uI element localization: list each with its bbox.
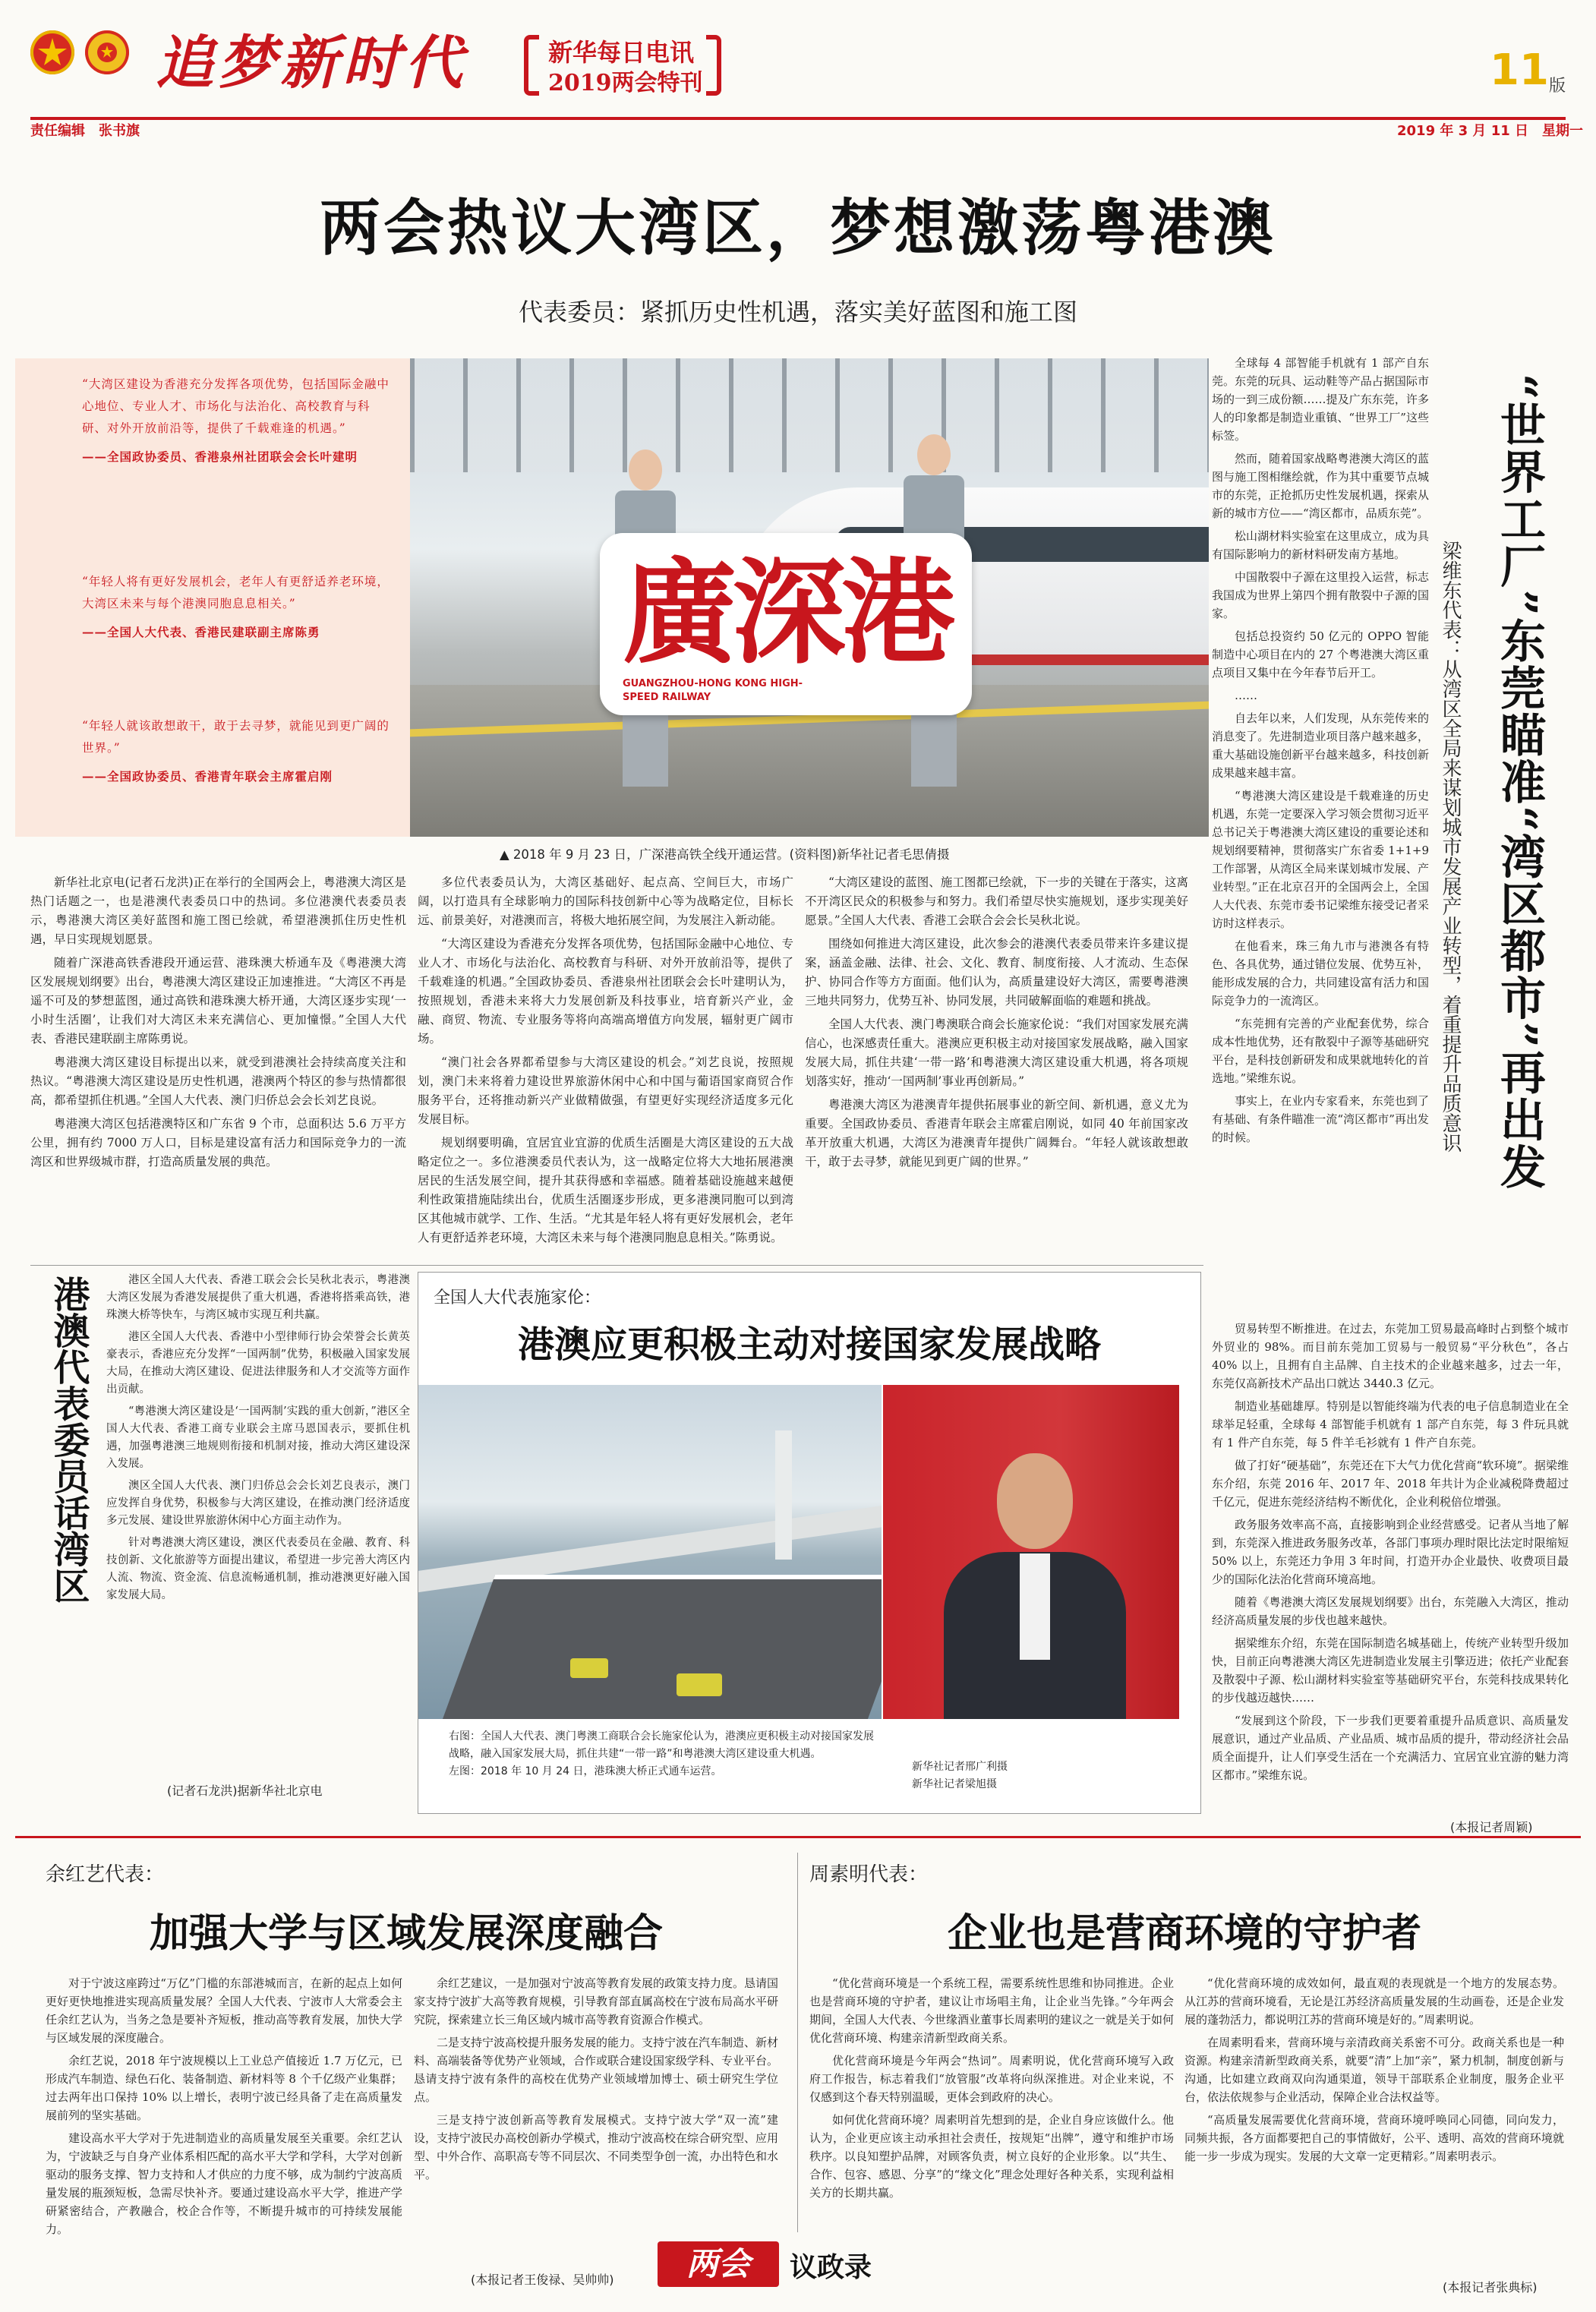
article-paragraph: 围绕如何推进大湾区建设，此次参会的港澳代表委员带来许多建议提案，涵盖金融、法律、社会、文化、教育、制度衔接、人才流动、生态保护、协同合作等方方面面。他们认为，高质量建设好大湾区，需要粤港澳三地共同努力，优势互补、协同发展，共同破解面临的难题和挑战。 bbox=[805, 937, 1188, 1008]
lead-article-col-2 bbox=[418, 873, 793, 1260]
article-paragraph: 港区全国人大代表、香港工联会会长吴秋北表示，粤港澳大湾区发展为香港发展提供了重大机遇，香港将搭乘高铁，港珠澳大桥等快车，与湾区城市实现互利共赢。 bbox=[106, 1274, 410, 1321]
masthead-bracket-right bbox=[706, 35, 721, 96]
quote-block-2 bbox=[82, 571, 390, 643]
masthead-slogan: 追梦新时代 bbox=[156, 29, 467, 96]
footer-column-name: 议政录 bbox=[790, 2251, 872, 2283]
bottom-left-byline: (本报记者王俊禄、吴帅帅) bbox=[471, 2273, 614, 2287]
article-paragraph: 针对粤港澳大湾区建设，澳区代表委员在金融、教育、科技创新、文化旅游等方面提出建议，希望进一步完善大湾区内人流、物流、资金流、信息流畅通机制，推动港澳更好融入国家发展大局。 bbox=[106, 1537, 410, 1601]
railway-sign-text: 廣深港 bbox=[623, 546, 951, 680]
railway-sign bbox=[600, 533, 972, 715]
article-paragraph: 事实上，在业内专家看来，东莞也到了有基础、有条件瞄准一流“湾区都市”再出发的时候。 bbox=[1212, 1094, 1429, 1144]
article-paragraph: 二是支持宁波高校提升服务发展的能力。支持宁波在汽车制造、新材料、高端装备等优势产业领域，合作或联合建设国家级学科、专业平台。恳请支持宁波有条件的高校在优势产业领域增加博士、硕士研究生学位点。 bbox=[414, 2036, 778, 2104]
article-paragraph: 据梁维东介绍，东莞在国际制造名城基础上，传统产业转型升级加快，目前正向粤港澳大湾区先进制造业发展主引擎迈进；依托产业配套及散裂中子源、松山湖材料实验室等基础研究平台，东莞科技成果转化的步伐越迈越快…… bbox=[1212, 1636, 1569, 1705]
masthead bbox=[0, 0, 1596, 139]
article-paragraph: 在周素明看来，营商环境与亲清政商关系密不可分。政商关系也是一种资源。构建亲清新型政商关系，就要“清”上加“亲”，紧力机制，制度创新与沟通，比如建立政商双向沟通渠道，领导干部联系企业制度，服务企业平台，依法依规参与企业活动，保障企业合法权益等。 bbox=[1184, 2036, 1564, 2104]
bottom-left-col-2 bbox=[414, 1974, 778, 2263]
portrait-photo bbox=[883, 1385, 1179, 1719]
article-paragraph: 港区全国人大代表、香港中小型律师行协会荣誉会长黄英豪表示，香港应充分发挥“一国两制”优势，积极融入国家发展大局，在推动大湾区建设、促进法律服务和人才交流等方面作出贡献。 bbox=[106, 1331, 410, 1396]
quote-text: “年轻人将有更好发展机会，老年人有更舒适养老环境，大湾区未来与每个港澳同胞息息相关。” bbox=[82, 575, 390, 610]
article-paragraph: 余红艺建议，一是加强对宁波高等教育发展的政策支持力度。恳请国家支持宁波扩大高等教育规模，引导教育部直属高校在宁波布局高水平研究院，探索建立长三角区域内城市高等教育资源合作模式。 bbox=[414, 1976, 778, 2027]
wf-col-top bbox=[1212, 354, 1429, 1311]
interview-caption bbox=[449, 1728, 874, 1781]
wf-subtitle: 梁维东代表：从湾区全局来谋划城市发展产业转型，着重提升品质意识 bbox=[1439, 541, 1462, 1153]
bottom-column-divider bbox=[797, 1853, 798, 2232]
national-emblem-icon bbox=[30, 30, 74, 74]
article-paragraph: “优化营商环境是一个系统工程，需要系统性思维和协同推进。企业也是营商环境的守护者，建议让市场唱主角，让企业当先锋。”今年两会期间，全国人大代表、今世缘酒业董事长周素明的建议之一就是关于如何优化营商环境、构建亲清新型政商关系。 bbox=[809, 1976, 1174, 2045]
article-paragraph: 随着广深港高铁香港段开通运营、港珠澳大桥通车及《粤港澳大湾区发展规划纲要》出台，粤港澳大湾区建设正加速推进。“大湾区不再是遥不可及的梦想蓝图，通过高铁和港珠澳大桥开通，大湾区逐步实现‘一小时生活圈’，让我们对大湾区未来充满信心、更加憧憬。”全国人大代表、香港民建联副主席陈勇说。 bbox=[30, 956, 406, 1046]
article-paragraph: “粤港澳大湾区建设是千载难逢的历史机遇，东莞一定要深入学习领会贯彻习近平总书记关于粤港澳大湾区建设的重要论述和规划纲要精神，贯彻落实广东省委 1+1+9 工作部署，从湾区全局来谋划城市发展、产业转型。”正在北京召开的全国两会上，全国人大代表、东莞市委书记梁维东接受记者采访时这样表示。 bbox=[1212, 789, 1429, 930]
cppcc-emblem-icon bbox=[85, 30, 129, 74]
bottom-left-label: 余红艺代表： bbox=[46, 1863, 165, 1886]
article-paragraph: 多位代表委员认为，大湾区基础好、起点高、空间巨大，市场广阔，以打造具有全球影响力的国际科技创新中心等为战略定位，目标长远、前景美好，对港澳而言，将极大地拓展空间，为发展注入新动能。 bbox=[418, 875, 793, 927]
bottom-right-label: 周素明代表： bbox=[809, 1863, 929, 1886]
article-paragraph: 全球每 4 部智能手机就有 1 部产自东莞。东莞的玩具、运动鞋等产品占据国际市场的一到三成份额……提及广东东莞，许多人的印象都是制造业重镇、“世界工厂”这些标签。 bbox=[1212, 356, 1429, 443]
masthead-special: 2019两会特刊 bbox=[548, 70, 703, 96]
quote-block-3 bbox=[82, 715, 390, 787]
bottom-left-col-1 bbox=[46, 1974, 402, 2293]
gangao-byline: (记者石龙洪)据新华社北京电 bbox=[167, 1784, 323, 1798]
lead-article-col-3 bbox=[805, 873, 1188, 1260]
photo-credit: 新华社记者邢广利摄 bbox=[912, 1761, 1008, 1773]
bridge-road bbox=[433, 1575, 882, 1719]
editor-line: 责任编辑 张书旗 bbox=[30, 123, 140, 139]
quote-source: ——全国政协委员、香港泉州社团联会会长叶建明 bbox=[82, 449, 358, 464]
interview-box bbox=[418, 1272, 1201, 1814]
article-paragraph: “东莞拥有完善的产业配套优势，综合成本性地优势，还有散裂中子源等基础研究平台，是科技创新研发和成果就地转化的首选地。”梁维东说。 bbox=[1212, 1017, 1429, 1085]
article-paragraph: 在他看来，珠三角九市与港澳各有特色、各具优势，通过错位发展、优势互补，能形成发展的合力，共同建设富有活力和国际竞争力的一流湾区。 bbox=[1212, 939, 1429, 1008]
article-paragraph: 全国人大代表、澳门粤澳联合商会长施家伦说：“我们对国家发展充满信心，也深感责任重大。港澳应更积极主动对接国家发展战略，融入国家发展大局，抓住共建‘一带一路’和粤港澳大湾区建设重大机遇，将各项规划落实好，推动‘一国两制’事业再创新局。” bbox=[805, 1017, 1188, 1088]
bottom-right-title: 企业也是营商环境的守护者 bbox=[947, 1910, 1421, 1957]
article-paragraph: “大湾区建设为香港充分发挥各项优势，包括国际金融中心地位、专业人才、市场化与法治化、高校教育与科研、对外开放前沿等，提供了千载难逢的机遇。”全国政协委员、香港泉州社团联会会长叶建明认为，按照规划，香港未来将大力发展创新及科技事业，培育新兴产业，金融、商贸、物流、专业服务等将向高端高增值方向发展，辐射更广阔市场。 bbox=[418, 937, 793, 1046]
article-paragraph: 规划纲要明确，宜居宜业宜游的优质生活圈是大湾区建设的五大战略定位之一。多位港澳委员代表认为，这一战略定位将大大地拓展港澳居民的生活发展空间，提升其获得感和幸福感。随着基础设施越来越便利性政策措施陆续出台，优质生活圈逐步形成，更多港澳同胞可以到湾区其他城市就学、工作、生活。“尤其是年轻人将有更好发展机会，老年人有更舒适养老环境，大湾区未来与每个港澳同胞息息相关。”陈勇说。 bbox=[418, 1136, 793, 1244]
article-paragraph: 优化营商环境是今年两会“热词”。周素明说，优化营商环境写入政府工作报告，标志着我们“放管服”改革将向纵深推进。对企业来说，不仅感到这个春天特别温暖，更体会到政府的决心。 bbox=[809, 2054, 1174, 2104]
article-paragraph: 新华社北京电(记者石龙洪)正在举行的全国两会上，粤港澳大湾区是热门话题之一，也是港澳代表委员口中的热词。多位港澳代表委员表示，粤港澳大湾区美好蓝图和施工图已绘就，希望港澳抓住历史性机遇，早日实现规划愿景。 bbox=[30, 875, 406, 946]
article-paragraph: 如何优化营商环境？周素明首先想到的是，企业自身应该做什么。他认为，企业更应该主动承担社会责任，按规矩“出牌”，遵守和维护市场秩序。以良知塑护品牌，对顾客负责，树立良好的企业形象。以“共生、合作、包容、感恩、分享”的“缘文化”理念处理好各种关系，实现利益相关方的长期共赢。 bbox=[809, 2113, 1174, 2200]
bottom-right-col-2 bbox=[1184, 1974, 1564, 2270]
article-paragraph: “大湾区建设的蓝图、施工图都已绘就，下一步的关键在于落实，这离不开湾区民众的积极参与和努力。我们希望尽快实施规划，逐步实现美好愿景。”全国人大代表、香港工会联合会会长吴秋北说。 bbox=[805, 875, 1188, 927]
article-paragraph: 自去年以来，人们发现，从东莞传来的消息变了。先进制造业项目落户越来越多，重大基础设施创新平台越来越多，科技创新成果越来越丰富。 bbox=[1212, 711, 1429, 780]
page-unit: 版 bbox=[1549, 77, 1566, 96]
article-paragraph: “高质量发展需要优化营商环境，营商环境呼唤同心同德，同向发力，同频共振，各方面都要把自己的事情做好，公平、透明、高效的营商环境就能一步一步成为现实。发展的大文章一定更精彩。”周素明表示。 bbox=[1184, 2113, 1564, 2163]
article-paragraph: 随着《粤港澳大湾区发展规划纲要》出台，东莞融入大湾区，推动经济高质量发展的步伐也越来越快。 bbox=[1212, 1595, 1569, 1627]
footer-logo: 两会 bbox=[658, 2241, 779, 2287]
issue-date: 2019 年 3 月 11 日 星期一 bbox=[1397, 123, 1584, 139]
quote-source: ——全国人大代表、香港民建联副主席陈勇 bbox=[82, 625, 320, 639]
article-paragraph: 粤港澳大湾区建设目标提出以来，就受到港澳社会持续高度关注和热议。“粤港澳大湾区建设是历史性机遇，港澳两个特区的参与热情都很高，都希望抓住机遇。”全国人大代表、澳门归侨总会会长刘艺良说。 bbox=[30, 1055, 406, 1107]
main-photo bbox=[410, 358, 1209, 837]
article-paragraph: “粤港澳大湾区建设是‘一国两制’实践的重大创新，”港区全国人大代表、香港工商专业联会主席马恩国表示，要抓住机遇，加强粤港澳三地规则衔接和机制对接，推动大湾区建设深入发展。 bbox=[106, 1405, 410, 1470]
wf-title: “世界工厂”东莞瞄准“湾区都市”再出发 bbox=[1493, 374, 1546, 1191]
bus-icon bbox=[570, 1658, 608, 1678]
article-paragraph: “澳门社会各界都希望参与大湾区建设的机会。”刘艺良说，按照规划，澳门未来将着力建设世界旅游休闲中心和中国与葡语国家商贸合作服务平台，还将推动新兴产业做精做强，有望更好实现经济适度多元化发展目标。 bbox=[418, 1055, 793, 1126]
masthead-bracket-left bbox=[524, 35, 539, 96]
bottom-section-rule bbox=[15, 1836, 1581, 1838]
wf-byline: (本报记者周颖) bbox=[1450, 1820, 1533, 1834]
quote-panel bbox=[15, 358, 410, 837]
section-divider bbox=[30, 1265, 1203, 1266]
bottom-left-title: 加强大学与区域发展深度融合 bbox=[149, 1910, 663, 1957]
article-paragraph: 做了打好“硬基础”，东莞还在下大气力优化营商“软环境”。据梁维东介绍，东莞 2016 年、2017 年、2018 年共计为企业减税降费超过千亿元，促进东莞经济结构不断优化，企业利税倍位增强。 bbox=[1212, 1459, 1569, 1509]
article-paragraph: 中国散裂中子源在这里投入运营，标志我国成为世界上第四个拥有散裂中子源的国家。 bbox=[1212, 570, 1429, 620]
article-paragraph: 贸易转型不断推进。在过去，东莞加工贸易最高峰时占到整个城市外贸业的 98%。而目前东莞加工贸易与一般贸易“平分秋色”，各占 40% 以上，且拥有自主品牌、自主技术的企业越来越多，过去一年，东莞仅高新技术产品出口就达 3440.3 亿元。 bbox=[1212, 1322, 1569, 1390]
article-paragraph: 包括总投资约 50 亿元的 OPPO 智能制造中心项目在内的 27 个粤港澳大湾区重点项目又集中在今年春节后开工。 bbox=[1212, 629, 1429, 680]
quote-block-1 bbox=[82, 374, 390, 468]
bridge-photo bbox=[418, 1385, 882, 1719]
article-paragraph: 粤港澳大湾区包括港澳特区和广东省 9 个市，总面积达 5.6 万平方公里，拥有约 7000 万人口，目标是建设富有活力和国际竞争力的一流湾区和世界级城市群，打造高质量发展的典范。 bbox=[30, 1117, 406, 1169]
gangao-title: 港澳代表委员话湾区 bbox=[47, 1276, 90, 1604]
station-canopy bbox=[410, 358, 1209, 472]
article-paragraph: 制造业基础雄厚。特别是以智能终端为代表的电子信息制造业在全球举足轻重，全球每 4 部智能手机就有 1 部产自东莞，每 3 件玩具就有 1 件产自东莞，每 5 件羊毛衫就有 1 件产自东莞。 bbox=[1212, 1399, 1569, 1449]
main-photo-caption: ▲ 2018 年 9 月 23 日，广深港高铁全线开通运营。(资料图)新华社记者毛思倩摄 bbox=[500, 847, 950, 862]
lead-title: 两会热议大湾区，梦想激荡粤港澳 bbox=[320, 192, 1276, 263]
bottom-right-col-1 bbox=[809, 1974, 1174, 2236]
bridge-pylon bbox=[775, 1430, 792, 1560]
caption-line: 右图：全国人大代表、澳门粤澳工商联合会长施家伦认为，港澳应更积极主动对接国家发展战略，融入国家发展大局，抓住共建“一带一路”和粤港澳大湾区建设重大机遇。 bbox=[449, 1730, 874, 1760]
portrait-head bbox=[997, 1453, 1073, 1549]
wf-col-bottom bbox=[1212, 1320, 1569, 1813]
bus-icon bbox=[677, 1673, 722, 1696]
article-paragraph: 对于宁波这座跨过“万亿”门槛的东部港城而言，在新的起点上如何更好更快地推进实现高质量发展？全国人大代表、宁波市人大常委会主任余红艺认为，当务之急是要补齐短板，推动高等教育发展，加快大学与区域发展的深度融合。 bbox=[46, 1976, 402, 2045]
lead-subtitle: 代表委员：紧抓历史性机遇，落实美好蓝图和施工图 bbox=[518, 298, 1077, 326]
photo-credit: 新华社记者梁旭摄 bbox=[912, 1778, 997, 1790]
quote-source: ——全国政协委员、香港青年联会主席霍启刚 bbox=[82, 769, 333, 784]
article-paragraph: 余红艺说，2018 年宁波规模以上工业总产值接近 1.7 万亿元，已形成汽车制造、绿色石化、装备制造、新材料等 8 个千亿级产业集群；过去两年出口保持 10% 以上增长，表明宁波已经具备了走在高质量发展前列的坚实基础。 bbox=[46, 2054, 402, 2122]
article-paragraph: 三是支持宁波创新高等教育发展模式。支持宁波大学“双一流”建设，支持宁波民办高校创新办学模式，推动宁波高校在综合研究型、应用型、中外合作、高职高专等不同层次、不同类型争创一流，办出特色和水平。 bbox=[414, 2113, 778, 2181]
interview-title: 港澳应更积极主动对接国家发展战略 bbox=[517, 1323, 1101, 1366]
quote-text: “大湾区建设为香港充分发挥各项优势，包括国际金融中心地位、专业人才、市场化与法治化、高校教育与科研、对外开放前沿等，提供了千载难逢的机遇。” bbox=[82, 377, 390, 435]
article-paragraph: 政务服务效率高不高，直接影响到企业经营感受。记者从当地了解到，东莞深入推进政务服务改革，各部门事项办理时限比法定时限缩短 50% 以上，东莞还力争用 3 年时间，打造开办企业最快、收费项目最少的国际化法治化营商环境高地。 bbox=[1212, 1518, 1569, 1586]
masthead-rule bbox=[30, 117, 1566, 120]
bottom-right-byline: (本报记者张典标) bbox=[1443, 2280, 1538, 2295]
article-paragraph: 然而，随着国家战略粤港澳大湾区的蓝图与施工图相继绘就，作为其中重要节点城市的东莞，正抢抓历史性发展机遇，探索从新的城市方位——“湾区都市，品质东莞”。 bbox=[1212, 452, 1429, 520]
article-paragraph: 澳区全国人大代表、澳门归侨总会会长刘艺良表示，澳门应发挥自身优势，积极参与大湾区建设，在推动澳门经济适度多元发展、建设世界旅游休闲中心方面主动作为。 bbox=[106, 1480, 410, 1527]
article-paragraph: 建设高水平大学对于先进制造业的高质量发展至关重要。余红艺认为，宁波缺乏与自身产业体系相匹配的高水平大学和学科，大学对创新驱动的服务支撑、智力支持和人才供应的力度不够，成为制约宁波高质量发展的瓶颈短板，急需尽快补齐。要通过建设高水平大学，推进产学研紧密结合，产教融合，校企合作等，不断提升城市的可持续发展能力。 bbox=[46, 2131, 402, 2236]
portrait-shirt bbox=[1020, 1553, 1050, 1660]
article-paragraph: 粤港澳大湾区为港澳青年提供拓展事业的新空间、新机遇，意义尤为重要。全国政协委员、香港青年联会主席霍启刚说，如同 40 年前国家改革开放重大机遇，大湾区为港澳青年提供广阔舞台。“年轻人就该敢想敢干，敢于去寻梦，就能见到更广阔的世界。” bbox=[805, 1098, 1188, 1169]
quote-text: “年轻人就该敢想敢干，敢于去寻梦，就能见到更广阔的世界。” bbox=[82, 719, 390, 755]
gangao-body bbox=[106, 1272, 410, 1773]
interview-credits bbox=[912, 1758, 1008, 1793]
article-paragraph: “优化营商环境的成效如何，最直观的表现就是一个地方的发展态势。从江苏的营商环境看，无论是江苏经济高质量发展的生动画卷，还是企业发展的蓬勃活力，都说明江苏的营商环境是好的。”周素明说。 bbox=[1184, 1976, 1564, 2027]
caption-line: 左图：2018 年 10 月 24 日，港珠澳大桥正式通车运营。 bbox=[449, 1765, 722, 1777]
interview-label: 全国人大代表施家伦： bbox=[434, 1288, 601, 1307]
page-number: 11 bbox=[1490, 46, 1549, 95]
article-paragraph: “发展到这个阶段，下一步我们更要着重提升品质意识、高质量发展意识，通过产业品质、产业品质、城市品质的提升，带动经济社会品质全面提升，让人们享受生活在一个充满活力、宜居宜业宜游的魅力湾区都市。”梁维东说。 bbox=[1212, 1714, 1569, 1782]
article-paragraph: 松山湖材料实验室在这里成立，成为具有国际影响力的新材料研发南方基地。 bbox=[1212, 529, 1429, 561]
masthead-series: 新华每日电讯 bbox=[548, 38, 695, 67]
lead-article-col-1 bbox=[30, 873, 406, 1260]
railway-sign-en: GUANGZHOU-HONG KONG HIGH-SPEED RAILWAY bbox=[623, 678, 803, 703]
article-paragraph: …… bbox=[1235, 689, 1257, 702]
